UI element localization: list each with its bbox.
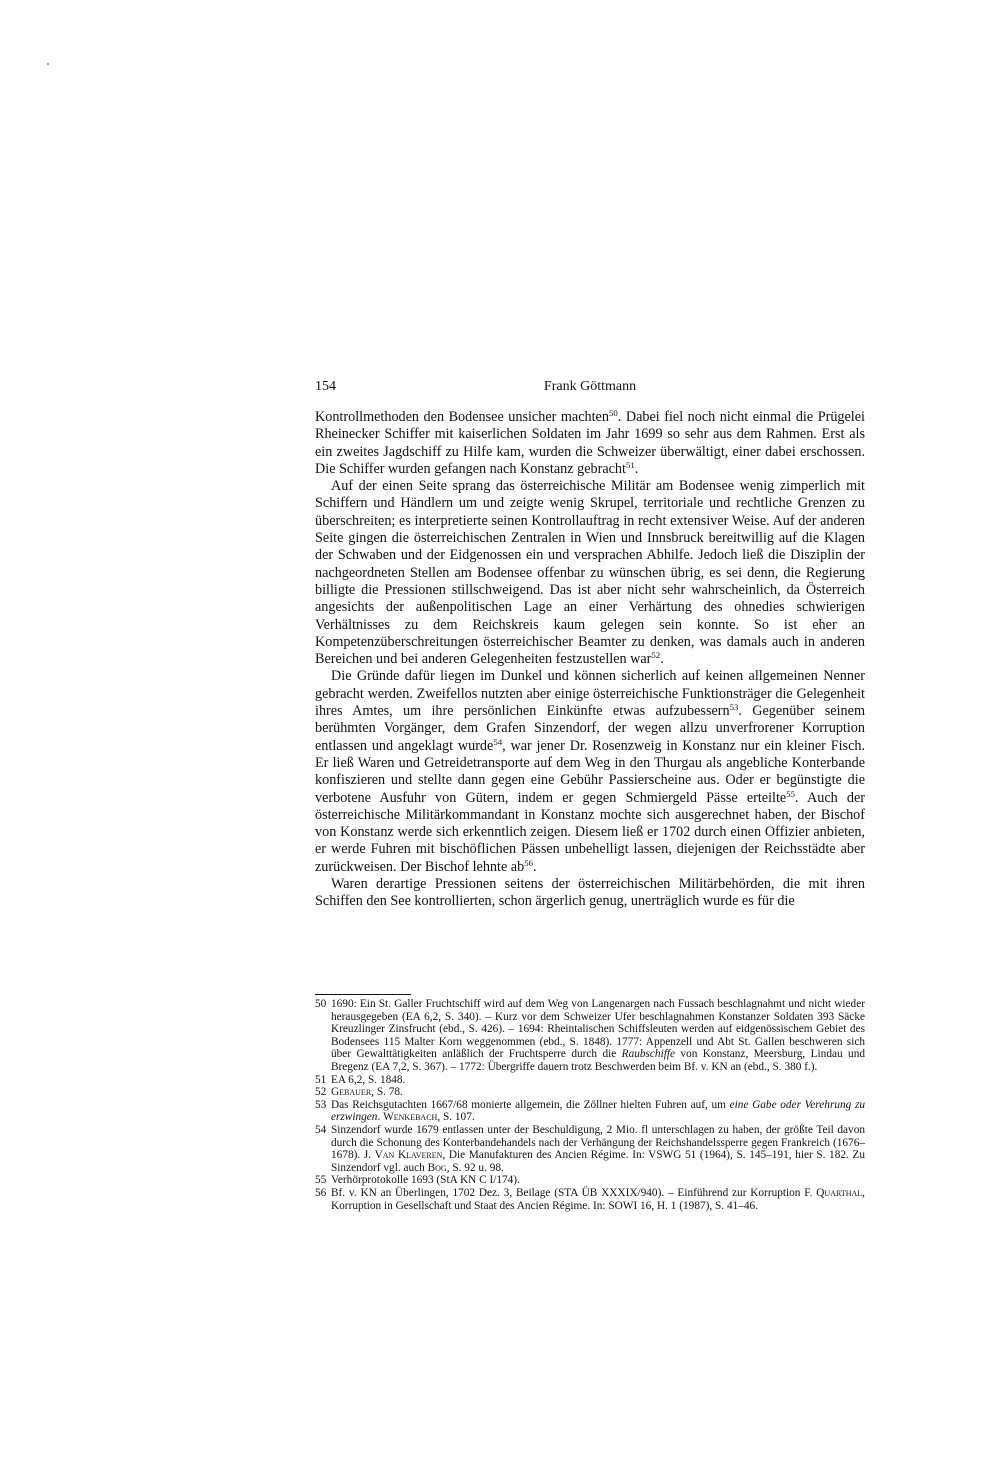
footnote-text: Das Reichsgutachten 1667/68 monierte allgemein, die Zöllner hielten Fuhren auf, um eine Gabe oder Verehrung zu erzwingen. Wenkebach, S. 107. xyxy=(331,1098,866,1124)
footnote xyxy=(315,1187,865,1212)
footnote-text: Verhörprotokolle 1693 (StA KN C I/174). xyxy=(331,1174,520,1187)
footnote-number: 54 xyxy=(315,1123,327,1136)
page-header xyxy=(315,377,865,397)
page-number: 154 xyxy=(315,379,336,394)
footnote xyxy=(315,1086,865,1099)
footnote-number: 53 xyxy=(315,1098,327,1111)
footnote-text: EA 6,2, S. 1848. xyxy=(331,1073,406,1086)
scan-speck xyxy=(47,63,49,65)
footnote-text: Bf. v. KN an Überlingen, 1702 Dez. 3, Beilage (STA ÜB XXXIX/940). – Einführend zur Korruption F. Quarthal, Korruption in Gesellschaft und Staat des Ancien Régime. In: SOWI 16, H. 1 (1987), S. 41–46. xyxy=(331,1186,865,1212)
footnote-rule xyxy=(315,994,411,995)
footnote xyxy=(315,1174,865,1187)
running-head: Frank Göttmann xyxy=(543,379,637,394)
footnote-text: 1690: Ein St. Galler Fruchtschiff wird auf dem Weg von Langenargen nach Fussach beschlagnahmt und nicht wieder herausgegeben (EA 6,2, S. 340). – Kurz vor dem Schweizer Ufer beschlagnahmen Konstanzer Soldaten 393 Säcke Kreuzlinger Zinsfrucht (ebd., S. 426). – 1694: Rheintalischen Schiffsleuten werden auf eidgenössischem Gebiet des Bodensees 115 Malter Korn weggenommen (ebd., S. 1848). 1777: Appenzell und Abt St. Gallen beschweren sich über Gewalttätigkeiten anläßlich der Fruchtsperre durch die Raubschiffe von Konstanz, Meersburg, Lindau und Bregenz (EA 7,2, S. 367). – 1772: Übergriffe dauern trotz Beschwerden beim Bf. v. KN an (ebd., S. 380 f.). xyxy=(331,998,865,1073)
footnotes xyxy=(315,998,865,1212)
body-paragraph: Die Gründe dafür liegen im Dunkel und können sicherlich auf keinen allgemeinen Nenner gebracht werden. Zweifellos nutzten aber einige österreichische Funktionsträger die Gelegenheit ihres Amtes, um ihre persönlichen Einkünfte etwas aufzubessern$^{53}$. Gegenüber seinem berühmten Vorgänger, dem Grafen Sinzendorf, der wegen allzu unverfrorener Korruption entlassen und angeklagt wurde$^{54}$, war jener Dr. Rosenzweig in Konstanz nur ein kleiner Fisch. Er ließ Waren und Getreidetransporte auf dem Weg in den Thurgau als angebliche Konterbande konfiszieren und stellte dann gegen eine Gebühr Passierscheine aus. Oder er begünstigte die verbotene Ausfuhr von Gütern, indem er gegen Schmiergeld Pässe erteilte$^{55}$. Auch der österreichische Militärkommandant in Konstanz mochte sich ausgerechnet haben, der Bischof von Konstanz werde sich erkenntlich zeigen. Diesem ließ er 1702 durch einen Offizier anbieten, er werde Fuhren mit bischöflichen Pässen unbehelligt lassen, diejenigen der Reichsstädte aber zurückweisen. Der Bischof lehnte $ab^{56}$. xyxy=(315,668,866,875)
footnote-number: 56 xyxy=(315,1186,327,1199)
body-paragraph: Waren derartige Pressionen seitens der österreichischen Militärbehörden, die mit ihren Schiffen den See kontrollierten, schon ärgerlich genug, unerträglich wurde es für die xyxy=(315,876,865,910)
footnote-number: 50 xyxy=(315,998,327,1010)
body-text xyxy=(315,409,865,911)
footnote xyxy=(315,1099,865,1124)
footnote-number: 52 xyxy=(315,1086,327,1099)
footnote-text: Sinzendorf wurde 1679 entlassen unter der Beschuldigung, 2 Mio. fl unterschlagen zu haben, der größte Teil davon durch die Schonung des Konterbandehandels nach der Verhängung der Reichshandelssperre gegen Frankreich (1676–1678). J. Van Klaveren, Die Manufakturen des Ancien Régime. In: VSWG 51 (1964), S. 145–191, hier S. 182. Zu Sinzendorf vgl. auch Bog, S. 92 u. 98. xyxy=(331,1123,865,1174)
footnote xyxy=(315,998,865,1074)
footnote-number: 55 xyxy=(315,1174,327,1187)
footnote-text: Gebauer, S. 78. xyxy=(331,1086,403,1099)
footnote-number: 51 xyxy=(315,1073,327,1086)
footnote xyxy=(315,1124,865,1174)
body-paragraph: Auf der einen Seite sprang das österreichische Militär am Bodensee wenig zimperlich mit Schiffern und Händlern um und zeigte wenig Skrupel, territoriale und rechtliche Grenzen zu überschreiten; es interpretierte seinen Kontrollauftrag in recht extensiver Weise. Auf der anderen Seite gingen die österreichischen Zentralen in Wien und Innsbruck bereitwillig auf die Klagen der Schwaben und der Eidgenossen ein und versprachen Abhilfe. Jedoch ließ die Disziplin der nachgeordneten Stellen am Bodensee offenbar zu wünschen übrig, es sei denn, die Regierung billigte die Pressionen stillschweigend. Das ist aber nicht sehr wahrscheinlich, da Österreich angesichts der außenpolitischen Lage an einer Verhärtung des ohnedies schwierigen Verhältnisses zu dem Reichskreis kaum gelegen sein konnte. So ist eher an Kompetenzüberschreitungen österreichischer Beamter zu denken, was damals auch in anderen Bereichen und bei anderen Gelegenheiten festzustellen war$^{52}$. xyxy=(315,478,865,668)
footnote xyxy=(315,1074,865,1087)
body-paragraph: Kontrollmethoden den Bodensee unsicher machten$^{50}$. Dabei fiel noch nicht einmal die Prügelei Rheinecker Schiffer mit kaiserlichen Soldaten im Jahr 1699 so sehr aus dem Rahmen. Erst als ein zweites Jagdschiff zu Hilfe kam, wurden die Schweizer überwältigt, einer dabei erschossen. Die Schiffer wurden gefangen nach Konstanz gebracht$^{51}$. xyxy=(315,408,865,477)
